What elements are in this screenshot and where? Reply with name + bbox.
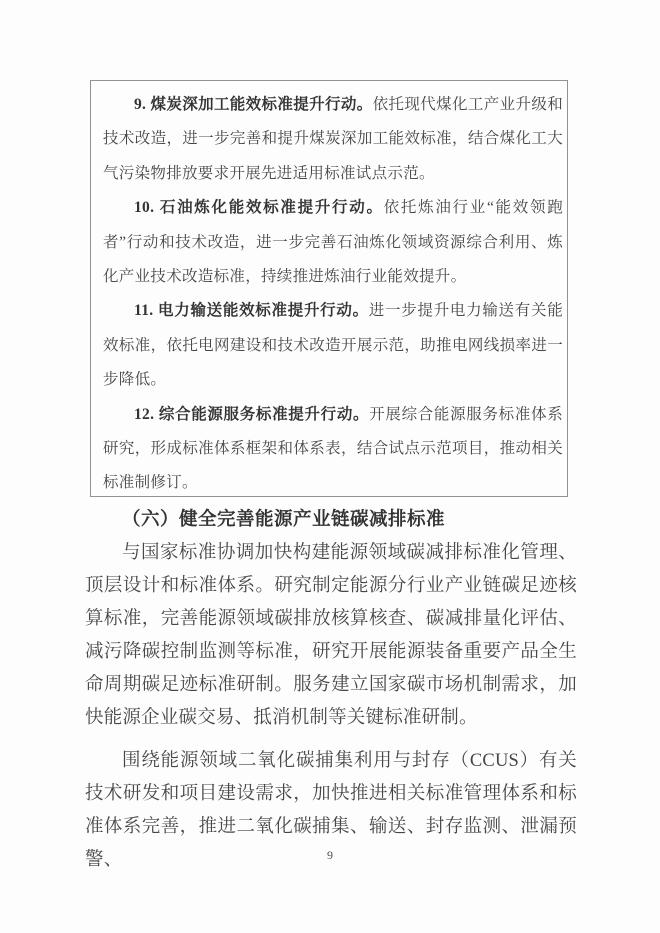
action-item-11 [103, 294, 563, 397]
action-items-box [90, 80, 568, 497]
action-item-12 [103, 398, 563, 501]
page-number: 9 [327, 848, 333, 862]
section-paragraph-1: 与国家标准协调加快构建能源领域碳减排标准化管理、顶层设计和标准体系。研究制定能源分行业产业链碳足迹核算标准，完善能源领域碳排放核算核查、碳减排量化评估、减污降碳控制监测等标准，研究开展能源装备重要产品全生命周期碳足迹标准研制。服务建立国家碳市场机制需求，加快能源企业碳交易、抵消机制等关键标准研制。 [85, 543, 577, 728]
action-item-10 [103, 191, 563, 294]
action-item-11-text: 进一步提升电力输送有关能效标准，依托电网建设和技术改造开展示范，助推电网线损率进一步降低。 [103, 302, 564, 389]
section-paragraph-2: 围绕能源领域二氧化碳捕集利用与封存（CCUS）有关技术研发和项目建设需求，加快推进相关标准管理体系和标准体系完善，推进二氧化碳捕集、输送、封存监测、泄漏预警、 [85, 751, 577, 870]
section-heading: （六）健全完善能源产业链碳减排标准 [122, 510, 446, 530]
section-six [85, 497, 577, 877]
action-item-10-text: 依托炼油行业“能效领跑者”行动和技术改造，进一步完善石油炼化领域资源综合利用、炼化产业技术改造标准，持续推进炼油行业能效提升。 [103, 199, 563, 286]
action-item-12-label: 12. 综合能源服务标准提升行动。 [134, 405, 370, 423]
action-item-9 [103, 88, 563, 191]
action-item-10-label: 10. 石油炼化能效标准提升行动。 [134, 199, 384, 217]
action-item-9-label: 9. 煤炭深加工能效标准提升行动。 [134, 96, 373, 113]
action-item-11-label: 11. 电力输送能效标准提升行动。 [134, 302, 369, 320]
action-item-12-text: 开展综合能源服务标准体系研究，形成标准体系框架和体系表，结合试点示范项目，推动相关标准制修订。 [103, 405, 563, 492]
action-item-9-text: 依托现代煤化工产业升级和技术改造，进一步完善和提升煤炭深加工能效标准，结合煤化工大气污染物排放要求开展先进适用标准试点示范。 [103, 96, 563, 182]
